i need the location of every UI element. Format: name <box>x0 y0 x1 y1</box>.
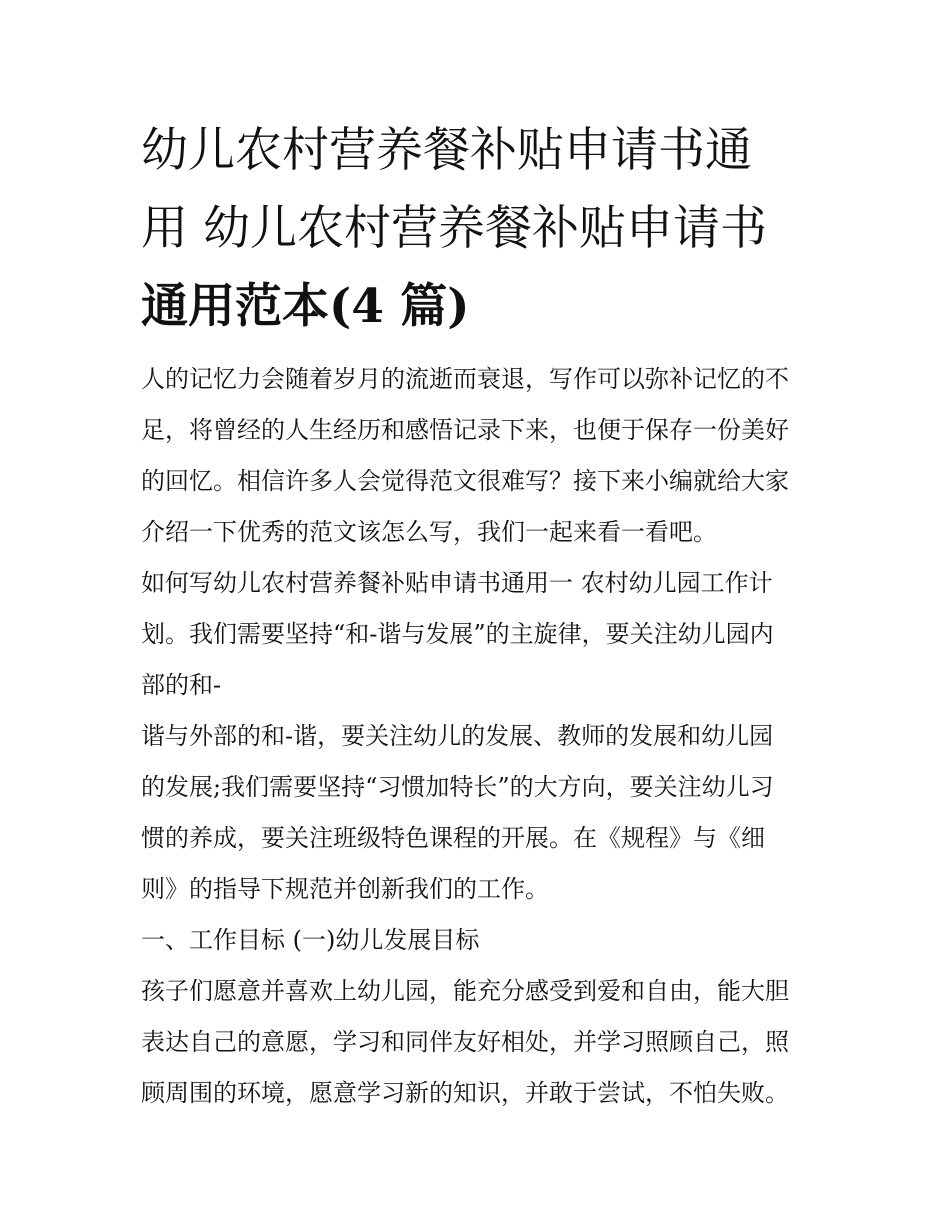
document-title <box>141 112 821 346</box>
document-body <box>141 354 821 1119</box>
body-line-8: 谐与外部的和-谐，要关注幼儿的发展、教师的发展和幼儿园 <box>141 722 774 750</box>
body-line-3: 的回忆。相信许多人会觉得范文很难写？接下来小编就给大家 <box>141 467 789 495</box>
body-line-6: 划。我们需要坚持“和-谐与发展”的主旋律，要关注幼儿园内 <box>141 620 774 648</box>
body-line-2: 足，将曾经的人生经历和感悟记录下来，也便于保存一份美好 <box>141 416 789 444</box>
document-content <box>141 112 821 1119</box>
body-line-9: 的发展;我们需要坚持“习惯加特长”的大方向，要关注幼儿习 <box>141 773 774 801</box>
body-line-15: 顾周围的环境，愿意学习新的知识，并敢于尝试，不怕失败。 <box>141 1079 789 1107</box>
title-line-3: 通用范本(4 篇) <box>141 279 470 334</box>
body-line-4: 介绍一下优秀的范文该怎么写，我们一起来看一看吧。 <box>141 518 717 546</box>
body-line-11: 则》的指导下规范并创新我们的工作。 <box>141 875 549 903</box>
section-heading-line: 一、工作目标 (一)幼儿发展目标 <box>141 926 480 954</box>
body-line-14: 表达自己的意愿，学习和同伴友好相处，并学习照顾自己，照 <box>141 1028 789 1056</box>
body-line-13: 孩子们愿意并喜欢上幼儿园，能充分感受到爱和自由，能大胆 <box>141 977 789 1005</box>
body-line-5: 如何写幼儿农村营养餐补贴申请书通用一 农村幼儿园工作计 <box>141 569 773 597</box>
body-line-7: 部的和- <box>141 671 222 699</box>
title-line-2: 用 幼儿农村营养餐补贴申请书 <box>141 201 767 256</box>
body-line-10: 惯的养成，要关注班级特色课程的开展。在《规程》与《细 <box>141 824 765 852</box>
title-line-1: 幼儿农村营养餐补贴申请书通 <box>141 123 752 178</box>
body-line-1: 人的记忆力会随着岁月的流逝而衰退，写作可以弥补记忆的不 <box>141 365 789 393</box>
